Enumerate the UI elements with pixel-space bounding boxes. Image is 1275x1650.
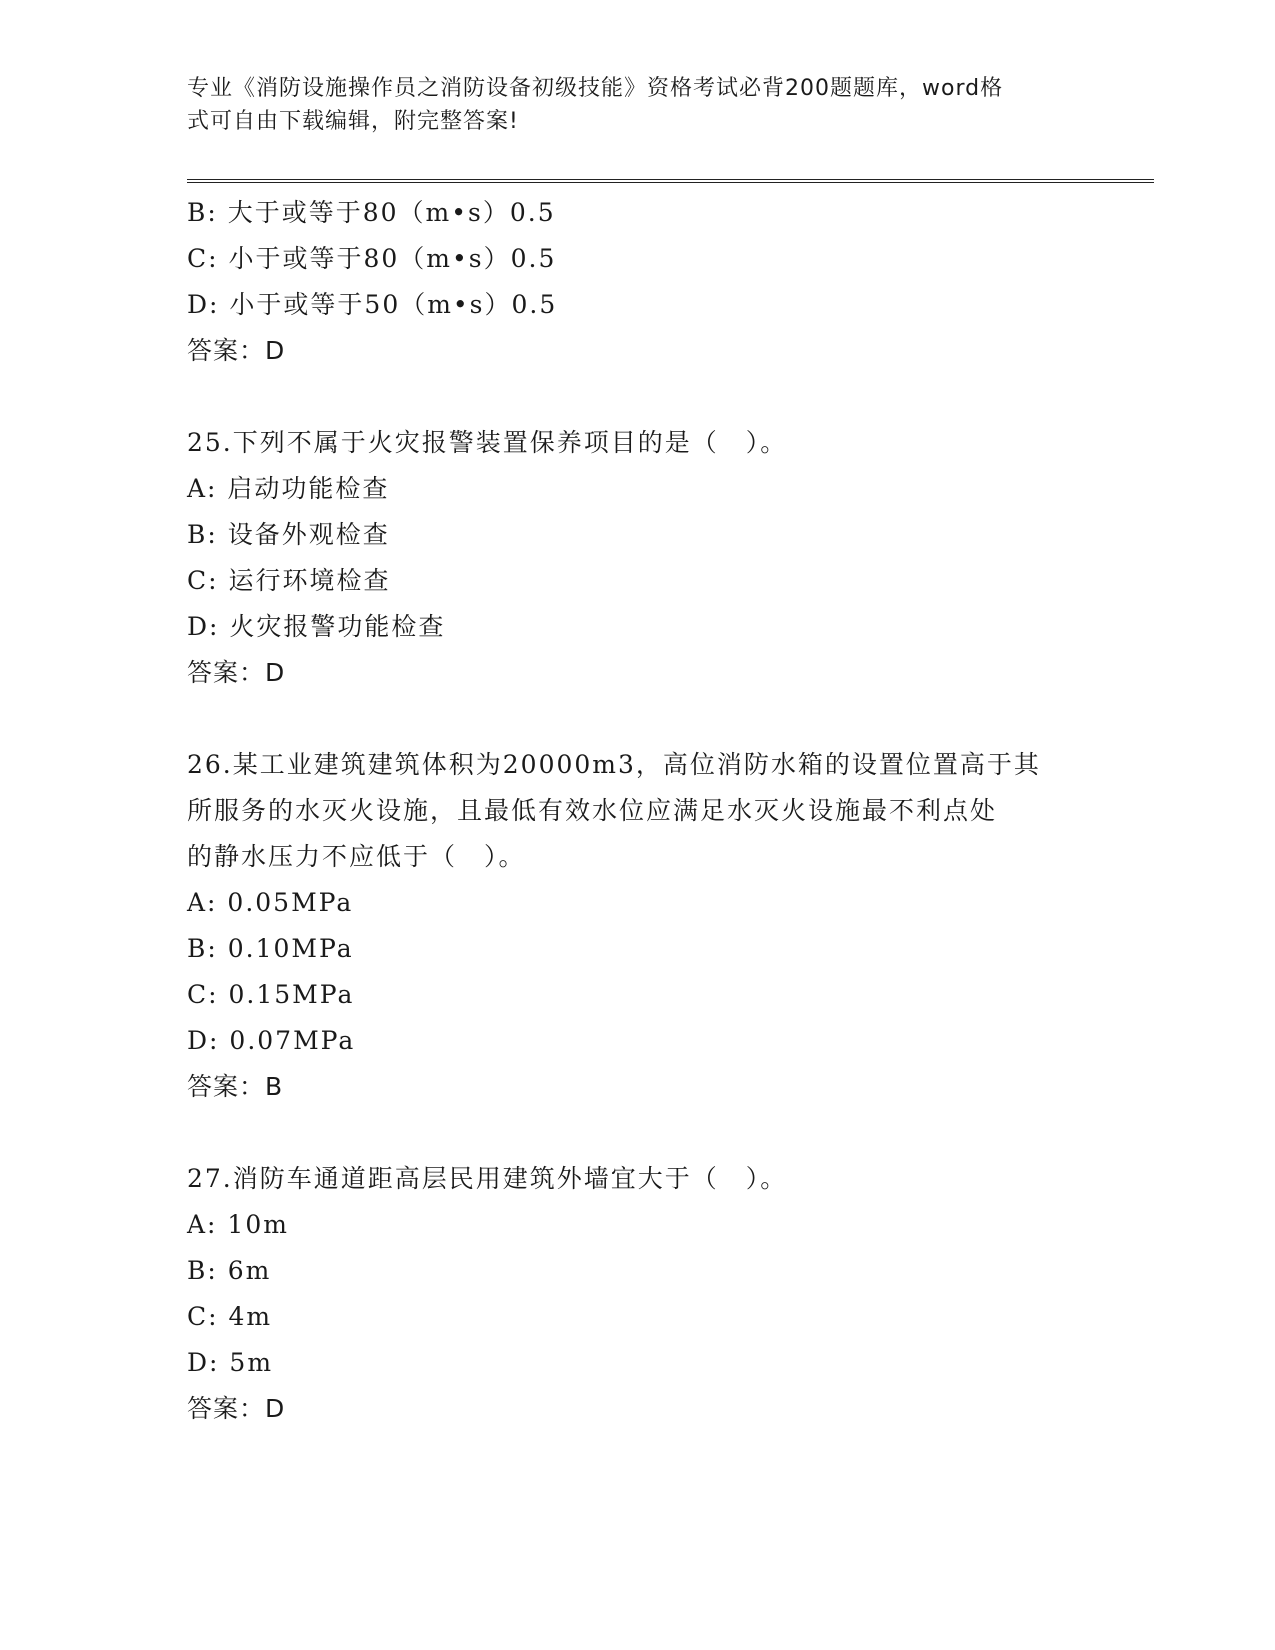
- option-d: D: 0.07MPa: [187, 1026, 356, 1055]
- question-list: [187, 190, 1087, 1432]
- answer-line: 答案：D: [187, 658, 286, 687]
- spacer: [187, 374, 1087, 420]
- question-stem-line-2: 所服务的水灭火设施，且最低有效水位应满足水灭火设施最不利点处: [187, 796, 998, 825]
- option-d: D: 火灾报警功能检查: [187, 612, 446, 641]
- option-d: D: 5m: [187, 1348, 274, 1377]
- option-b: B: 0.10MPa: [187, 934, 354, 963]
- option-c: C: 小于或等于80（m•s）0.5: [187, 244, 557, 273]
- answer-line: 答案：D: [187, 1394, 286, 1423]
- option-a: A: 0.05MPa: [187, 888, 354, 917]
- option-c: C: 运行环境检查: [187, 566, 391, 595]
- option-c: C: 4m: [187, 1302, 273, 1331]
- question-27: [187, 1156, 1087, 1432]
- option-a: A: 启动功能检查: [187, 474, 390, 503]
- option-d: D: 小于或等于50（m•s）0.5: [187, 290, 558, 319]
- question-25: [187, 420, 1087, 696]
- option-b: B: 6m: [187, 1256, 272, 1285]
- header-line-1: 专业《消防设施操作员之消防设备初级技能》资格考试必背200题题库，word格: [187, 76, 1004, 101]
- question-24-continued: [187, 190, 1087, 374]
- header-line-2: 式可自由下载编辑，附完整答案!: [187, 109, 519, 134]
- option-a: A: 10m: [187, 1210, 289, 1239]
- spacer: [187, 1110, 1087, 1156]
- option-c: C: 0.15MPa: [187, 980, 355, 1009]
- question-stem-line-3: 的静水压力不应低于（ ）。: [187, 842, 526, 871]
- question-stem: 25.下列不属于火灾报警装置保养项目的是（ ）。: [187, 428, 788, 457]
- answer-line: 答案：D: [187, 336, 286, 365]
- document-header: [187, 72, 1067, 138]
- header-divider: [187, 179, 1154, 183]
- answer-line: 答案：B: [187, 1072, 284, 1101]
- spacer: [187, 696, 1087, 742]
- question-26: [187, 742, 1087, 1110]
- question-stem-line-1: 26.某工业建筑建筑体积为20000m3，高位消防水箱的设置位置高于其: [187, 750, 1041, 779]
- option-b: B: 设备外观检查: [187, 520, 390, 549]
- question-stem: 27.消防车通道距高层民用建筑外墙宜大于（ ）。: [187, 1164, 788, 1193]
- option-b: B: 大于或等于80（m•s）0.5: [187, 198, 556, 227]
